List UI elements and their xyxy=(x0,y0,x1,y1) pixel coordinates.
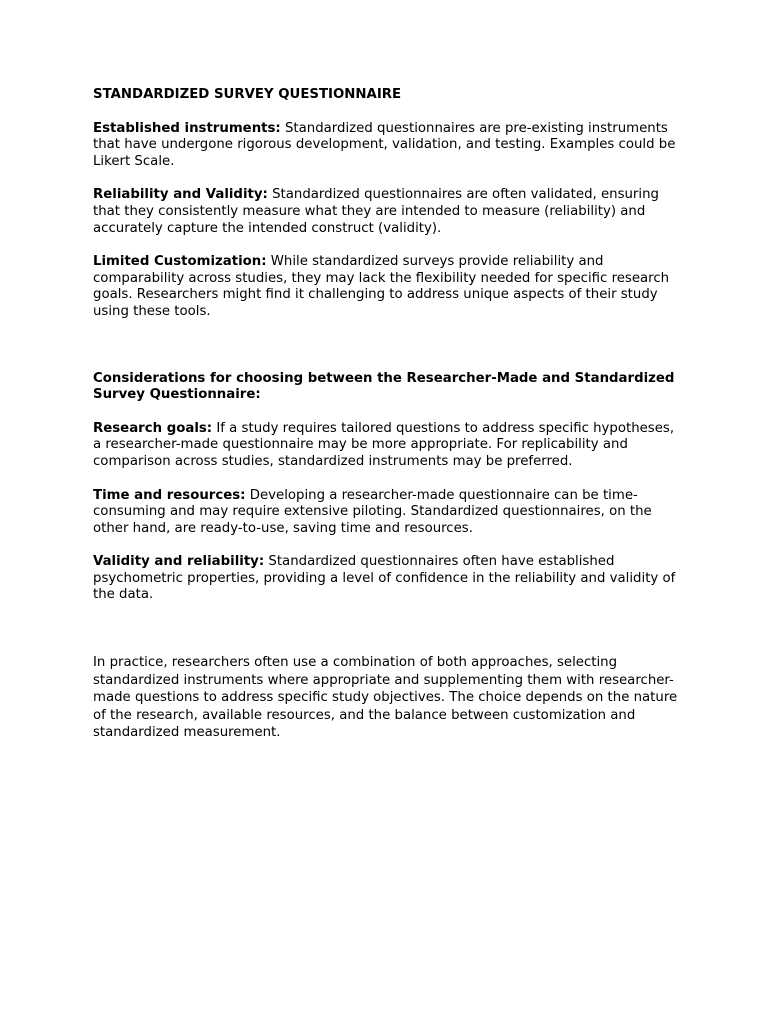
text-research-goals: If a study requires tailored questions to address specific hypotheses, a researcher-made questionnaire may be more appropriate. For replicability and comparison across studies, standardized instruments may be preferred. xyxy=(93,420,675,469)
text-established-instruments: Standardized questionnaires are pre-existing instruments that have undergone rigorous development, validation, and testing. Examples could be Likert Scale. xyxy=(93,120,676,169)
considerations-heading: Considerations for choosing between the Researcher-Made and Standardized Survey Questionnaire: xyxy=(93,370,675,403)
paragraph-established-instruments xyxy=(93,121,683,171)
paragraph-validity-reliability xyxy=(93,554,683,604)
term-limited-customization: Limited Customization: xyxy=(93,254,267,270)
paragraph-research-goals xyxy=(93,421,683,471)
term-established-instruments: Established instruments: xyxy=(93,120,281,136)
text-time-resources: Developing a researcher-made questionnaire can be time-consuming and may require extensive piloting. Standardized questionnaires, on the other hand, are ready-to-use, saving time and resources. xyxy=(93,487,652,536)
term-research-goals: Research goals: xyxy=(93,420,213,436)
paragraph-reliability-validity xyxy=(93,187,683,237)
term-validity-reliability: Validity and reliability: xyxy=(93,554,265,570)
paragraph-time-resources xyxy=(93,488,683,538)
document-title: STANDARDIZED SURVEY QUESTIONNAIRE xyxy=(93,87,402,102)
document-content xyxy=(93,87,683,742)
text-reliability-validity: Standardized questionnaires are often validated, ensuring that they consistently measure what they are intended to measure (reliability) and accurately capture the intended construct (validity). xyxy=(93,187,659,236)
term-reliability-validity: Reliability and Validity: xyxy=(93,187,268,203)
paragraph-limited-customization xyxy=(93,254,683,320)
closing-paragraph: In practice, researchers often use a combination of both approaches, selecting standardized instruments where appropriate and supplementing them with researcher-made questions to address specific study objectives. The choice depends on the nature of the research, available resources, and the balance between customization and standardized measurement. xyxy=(93,655,678,741)
term-time-resources: Time and resources: xyxy=(93,487,246,503)
text-validity-reliability: Standardized questionnaires often have established psychometric properties, providing a level of confidence in the reliability and validity of the data. xyxy=(93,554,676,603)
text-limited-customization: While standardized surveys provide reliability and comparability across studies, they may lack the flexibility needed for specific research goals. Researchers might find it challenging to address unique aspects of their study using these tools. xyxy=(93,254,670,319)
